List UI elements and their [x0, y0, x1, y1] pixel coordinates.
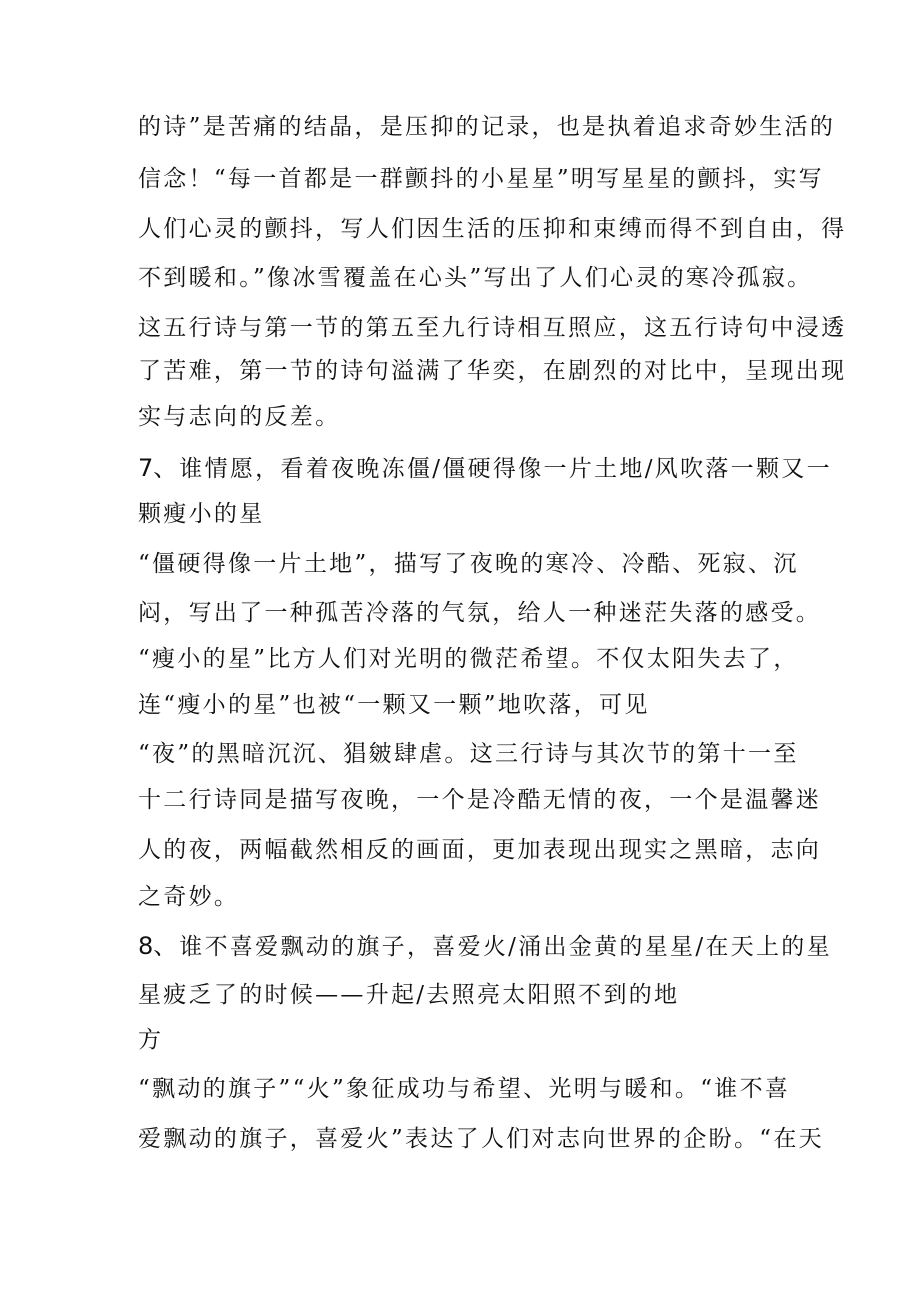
question-text: 谁不喜爱飘动的旗子，喜爱火/涌出金黄的星星/在天上的星	[179, 934, 832, 960]
text-line: 颗瘦小的星	[138, 501, 265, 527]
question-8-heading	[138, 930, 832, 963]
text-line: 了苦难，第一节的诗句溢满了华奕，在剧烈的对比中，呈现出现	[138, 358, 847, 384]
text-line: “飘动的旗子”“火”象征成功与希望、光明与暖和。“谁不喜	[138, 1076, 791, 1102]
question-7-heading	[138, 452, 832, 485]
text-line: 这五行诗与第一节的第五至九行诗相互照应，这五行诗句中浸透	[138, 315, 847, 341]
text-line: 的诗”是苦痛的结晶，是压抑的记录，也是执着追求奇妙生活的	[138, 114, 836, 140]
text-line: 星疲乏了的时候——升起/去照亮太阳照不到的地	[138, 982, 680, 1008]
question-text: 谁情愿，看着夜晚冻僵/僵硬得像一片土地/风吹落一颗又一	[179, 456, 832, 482]
text-line: 不到暖和。”像冰雪覆盖在心头”写出了人们心灵的寒冷孤寂。	[138, 265, 813, 291]
text-line: 连“瘦小的星”也被“一颗又一颗”地吹落，可见	[138, 692, 650, 718]
question-number: 8、	[138, 932, 178, 960]
text-line: 爱飘动的旗子，喜爱火”表达了人们对志向世界的企盼。“在天	[138, 1126, 824, 1152]
question-number: 7、	[138, 454, 178, 482]
text-line: 信念！“每一首都是一群颤抖的小星星”明写星星的颤抖，实写	[138, 166, 824, 192]
text-line: 十二行诗同是描写夜晚，一个是冷酷无情的夜，一个是温馨迷	[138, 787, 822, 813]
text-line: 人们心灵的颤抖，写人们因生活的压抑和束缚而得不到自由，得	[138, 216, 847, 242]
text-line: 闷，写出了一种孤苦冷落的气氛，给人一种迷茫失落的感受。	[138, 600, 822, 626]
text-line: “夜”的黑暗沉沉、猖皴肆虐。这三行诗与其次节的第十一至	[138, 741, 799, 767]
text-line: “僵硬得像一片土地”，描写了夜晚的寒冷、冷酷、死寂、沉	[138, 551, 799, 577]
text-line: “瘦小的星”比方人们对光明的微茫希望。不仅太阳失去了，	[138, 646, 799, 672]
text-line: 方	[138, 1027, 164, 1053]
text-line: 人的夜，两幅截然相反的画面，更加表现出现实之黑暗，志向	[138, 837, 822, 863]
text-line: 实与志向的反差。	[138, 404, 341, 430]
text-line: 之奇妙。	[138, 884, 240, 910]
